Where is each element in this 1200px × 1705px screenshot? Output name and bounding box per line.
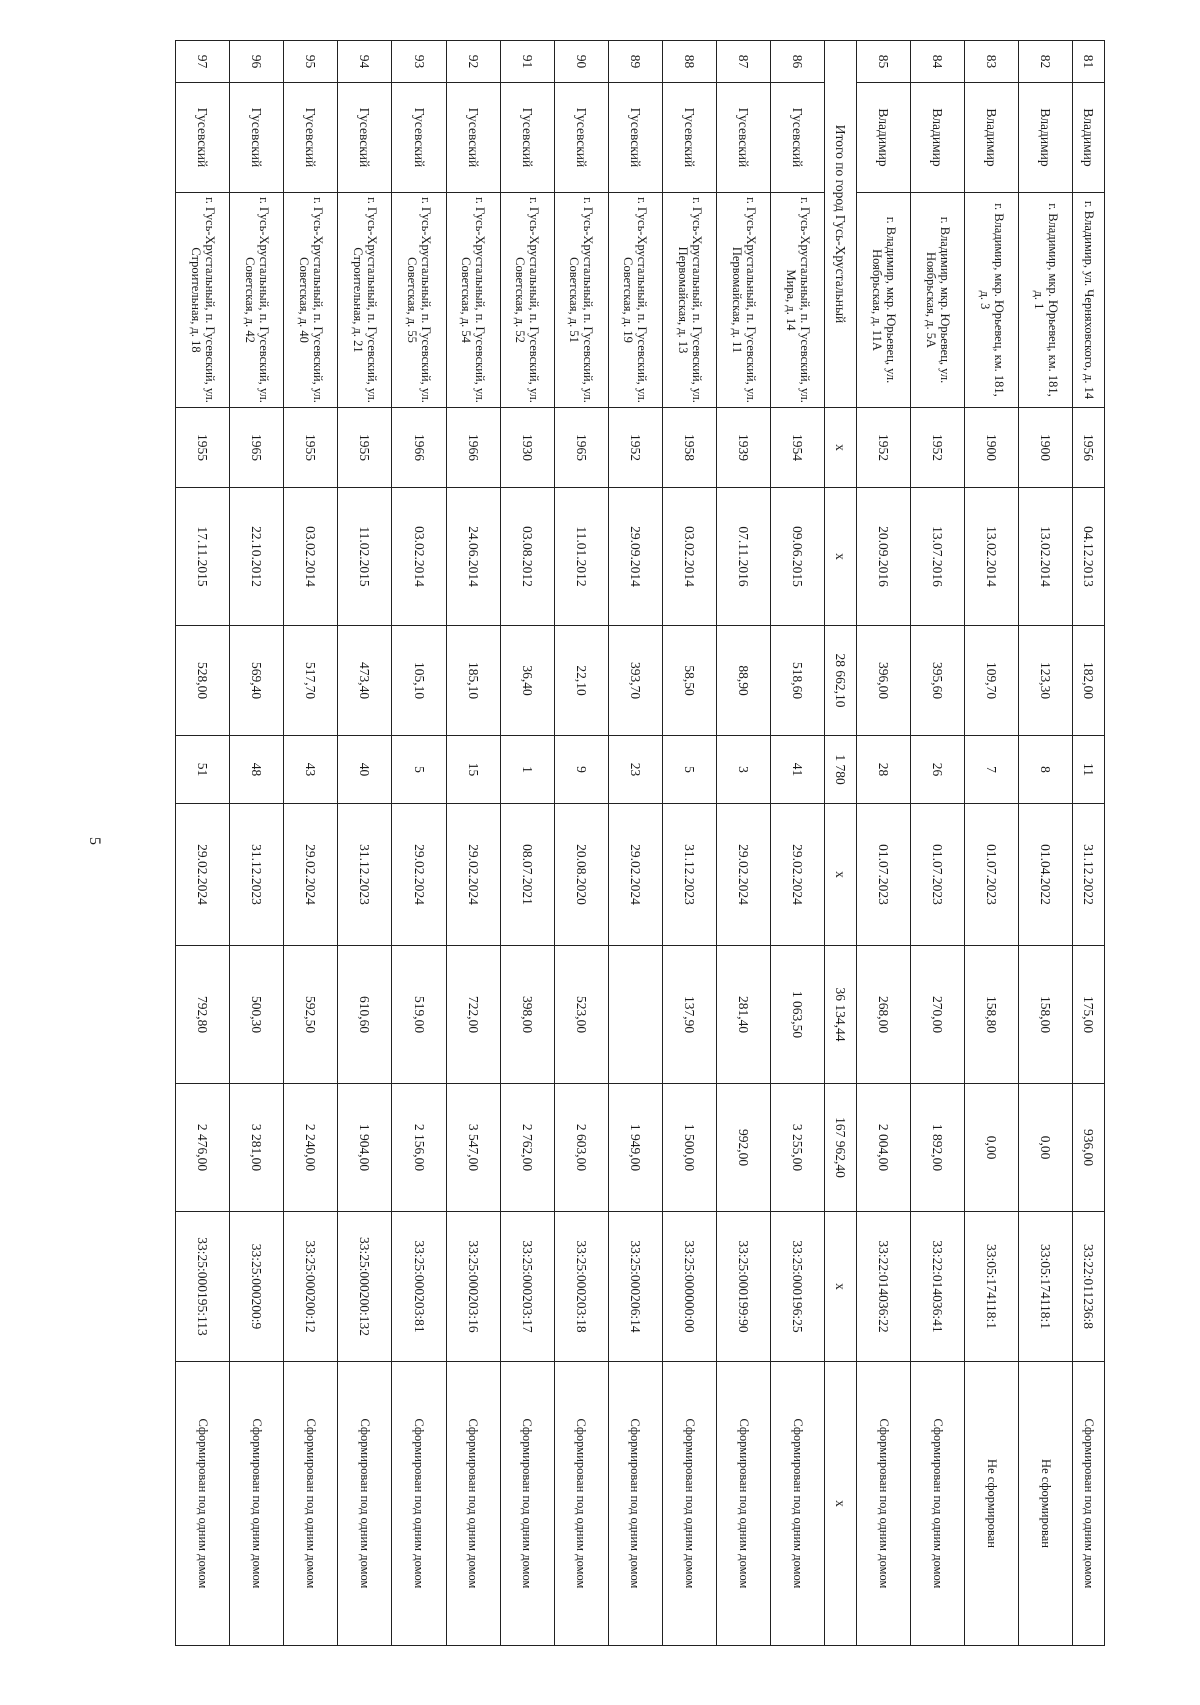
cell-area2: 610,60	[338, 946, 392, 1084]
table-row	[554, 41, 608, 1646]
cell-address: г. Гусь-Хрустальный, п. Гусевский, ул. Строительная, д. 18	[176, 193, 230, 408]
cell-area: 105,10	[392, 626, 446, 736]
cell-deadline: 01.04.2022	[1019, 804, 1073, 946]
cell-area2: 519,00	[392, 946, 446, 1084]
cell-date: 17.11.2015	[176, 488, 230, 626]
cell-year: 1955	[176, 408, 230, 488]
table-row	[230, 41, 284, 1646]
cell-area2: 158,80	[965, 946, 1019, 1084]
cell-status: Сформирован под одним домом	[230, 1362, 284, 1646]
cell-status: Сформирован под одним домом	[911, 1362, 965, 1646]
table-row	[856, 41, 910, 1646]
cell-count: 3	[717, 736, 771, 804]
cell-status: Не сформирован	[1019, 1362, 1073, 1646]
cell-status: Сформирован под одним домом	[338, 1362, 392, 1646]
cell-status: Сформирован под одним домом	[446, 1362, 500, 1646]
cell-area: 182,00	[1073, 626, 1105, 736]
cell-land: 1 949,00	[608, 1084, 662, 1212]
cell-deadline: 01.07.2023	[965, 804, 1019, 946]
cell-year: 1966	[392, 408, 446, 488]
cell-district: Владимир	[965, 83, 1019, 193]
cell-count: 11	[1073, 736, 1105, 804]
cell-deadline: 31.12.2023	[663, 804, 717, 946]
cell-area: 528,00	[176, 626, 230, 736]
cell-n: 85	[856, 41, 910, 83]
cell-district: Гусевский	[230, 83, 284, 193]
table-row	[911, 41, 965, 1646]
cell-address: г. Гусь-Хрустальный, п. Гусевский, ул. Строительная, д. 21	[338, 193, 392, 408]
cell-deadline: 20.08.2020	[554, 804, 608, 946]
cell-status: Сформирован под одним домом	[608, 1362, 662, 1646]
table-row	[717, 41, 771, 1646]
cell-address: г. Гусь-Хрустальный, п. Гусевский, ул. Советская, д. 52	[500, 193, 554, 408]
cell-deadline: 29.02.2024	[446, 804, 500, 946]
cell-status: Сформирован под одним домом	[1073, 1362, 1105, 1646]
cell-status: Сформирован под одним домом	[717, 1362, 771, 1646]
cell-cadastre: 33:25:000199:90	[717, 1212, 771, 1362]
cell-date: 03.08.2012	[500, 488, 554, 626]
cell-year: 1955	[338, 408, 392, 488]
table-row	[284, 41, 338, 1646]
cell-address: г. Гусь-Хрустальный, п. Гусевский, ул. Советская, д. 51	[554, 193, 608, 408]
cell-year: 1900	[965, 408, 1019, 488]
cell-district: Гусевский	[392, 83, 446, 193]
cell-area2: 500,30	[230, 946, 284, 1084]
cell-date: 03.02.2014	[392, 488, 446, 626]
cell-land: 2 004,00	[856, 1084, 910, 1212]
cell-area: 185,10	[446, 626, 500, 736]
cell-date: 24.06.2014	[446, 488, 500, 626]
cell-n: 95	[284, 41, 338, 83]
cell-date: 07.11.2016	[717, 488, 771, 626]
cell-area2: 523,00	[554, 946, 608, 1084]
cell-cadastre: 33:05:174118:1	[1019, 1212, 1073, 1362]
cell-area: 569,40	[230, 626, 284, 736]
table-row	[446, 41, 500, 1646]
cell-area2: 592,50	[284, 946, 338, 1084]
cell-count: 7	[965, 736, 1019, 804]
cell-n: 87	[717, 41, 771, 83]
total-label: Итого по город Гусь-Хрустальный	[825, 41, 857, 408]
cell-cadastre: 33:25:000200:12	[284, 1212, 338, 1362]
cell-deadline: 31.12.2022	[1073, 804, 1105, 946]
total-date: x	[825, 488, 857, 626]
cell-n: 91	[500, 41, 554, 83]
page-number: 5	[86, 837, 103, 845]
table-row	[1073, 41, 1105, 1646]
cell-area: 396,00	[856, 626, 910, 736]
cell-cadastre: 33:25:000200:9	[230, 1212, 284, 1362]
cell-district: Гусевский	[663, 83, 717, 193]
cell-deadline: 29.02.2024	[176, 804, 230, 946]
cell-year: 1955	[284, 408, 338, 488]
cell-area: 109,70	[965, 626, 1019, 736]
cell-district: Гусевский	[608, 83, 662, 193]
cell-address: г. Гусь-Хрустальный, п. Гусевский, ул. Мира, д. 14	[771, 193, 825, 408]
cell-district: Гусевский	[176, 83, 230, 193]
cell-year: 1965	[230, 408, 284, 488]
cell-cadastre: 33:25:000196:25	[771, 1212, 825, 1362]
table-row	[338, 41, 392, 1646]
cell-cadastre: 33:25:000206:14	[608, 1212, 662, 1362]
cell-n: 89	[608, 41, 662, 83]
total-cadastre: x	[825, 1212, 857, 1362]
cell-area: 123,30	[1019, 626, 1073, 736]
cell-cadastre: 33:22:014036:22	[856, 1212, 910, 1362]
cell-district: Гусевский	[771, 83, 825, 193]
cell-date: 13.02.2014	[965, 488, 1019, 626]
cell-count: 40	[338, 736, 392, 804]
cell-deadline: 08.07.2021	[500, 804, 554, 946]
cell-date: 04.12.2013	[1073, 488, 1105, 626]
cell-address: г. Гусь-Хрустальный, п. Гусевский, ул. Советская, д. 54	[446, 193, 500, 408]
cell-land: 0,00	[965, 1084, 1019, 1212]
cell-cadastre: 33:25:000203:17	[500, 1212, 554, 1362]
cell-cadastre: 33:25:000200:132	[338, 1212, 392, 1362]
cell-status: Сформирован под одним домом	[554, 1362, 608, 1646]
cell-date: 20.09.2016	[856, 488, 910, 626]
cell-address: г. Гусь-Хрустальный, п. Гусевский, ул. Советская, д. 19	[608, 193, 662, 408]
total-area: 28 662,10	[825, 626, 857, 736]
cell-date: 11.02.2015	[338, 488, 392, 626]
cell-land: 1 904,00	[338, 1084, 392, 1212]
cell-year: 1952	[608, 408, 662, 488]
cell-n: 81	[1073, 41, 1105, 83]
cell-deadline: 01.07.2023	[911, 804, 965, 946]
cell-year: 1958	[663, 408, 717, 488]
cell-status: Сформирован под одним домом	[771, 1362, 825, 1646]
cell-status: Сформирован под одним домом	[663, 1362, 717, 1646]
rotated-table-wrapper	[175, 40, 1105, 1645]
cell-deadline: 29.02.2024	[608, 804, 662, 946]
cell-count: 5	[392, 736, 446, 804]
table-row	[771, 41, 825, 1646]
cell-count: 8	[1019, 736, 1073, 804]
table-row	[663, 41, 717, 1646]
cell-area: 517,70	[284, 626, 338, 736]
cell-cadastre: 33:22:014036:41	[911, 1212, 965, 1362]
cell-date: 03.02.2014	[284, 488, 338, 626]
cell-cadastre: 33:25:000203:16	[446, 1212, 500, 1362]
total-status: x	[825, 1362, 857, 1646]
total-row	[825, 41, 857, 1646]
table-row	[965, 41, 1019, 1646]
cell-year: 1965	[554, 408, 608, 488]
cell-deadline: 29.02.2024	[284, 804, 338, 946]
cell-address: г. Гусь-Хрустальный, п. Гусевский, ул. Первомайская, д. 11	[717, 193, 771, 408]
total-deadline: x	[825, 804, 857, 946]
table-sheet	[175, 40, 1105, 1645]
cell-count: 15	[446, 736, 500, 804]
cell-deadline: 29.02.2024	[717, 804, 771, 946]
cell-district: Владимир	[911, 83, 965, 193]
cell-count: 26	[911, 736, 965, 804]
cell-area2: 1 063,50	[771, 946, 825, 1084]
cell-area2: 270,00	[911, 946, 965, 1084]
cell-address: г. Владимир, мкр. Юрьевец, ул. Ноябрьская, д. 5А	[911, 193, 965, 408]
cell-area: 473,40	[338, 626, 392, 736]
cell-address: г. Владимир, мкр. Юрьевец, км. 181, д. 3	[965, 193, 1019, 408]
cell-count: 28	[856, 736, 910, 804]
cell-count: 23	[608, 736, 662, 804]
cell-address: г. Гусь-Хрустальный, п. Гусевский, ул. Советская, д. 42	[230, 193, 284, 408]
cell-district: Гусевский	[338, 83, 392, 193]
cell-year: 1930	[500, 408, 554, 488]
cell-address: г. Гусь-Хрустальный, п. Гусевский, ул. Первомайская, д. 13	[663, 193, 717, 408]
cell-deadline: 31.12.2023	[338, 804, 392, 946]
cell-date: 13.02.2014	[1019, 488, 1073, 626]
cell-count: 48	[230, 736, 284, 804]
cell-area: 518,60	[771, 626, 825, 736]
cell-year: 1954	[771, 408, 825, 488]
cell-land: 3 255,00	[771, 1084, 825, 1212]
cell-address: г. Владимир, ул. Черняховского, д. 14	[1073, 193, 1105, 408]
cell-area: 22,10	[554, 626, 608, 736]
cell-address: г. Владимир, мкр. Юрьевец, км. 181, д. 1	[1019, 193, 1073, 408]
cell-n: 93	[392, 41, 446, 83]
cell-count: 41	[771, 736, 825, 804]
cell-date: 09.06.2015	[771, 488, 825, 626]
cell-date: 03.02.2014	[663, 488, 717, 626]
cell-count: 1	[500, 736, 554, 804]
cell-area2: 175,00	[1073, 946, 1105, 1084]
cell-date: 29.09.2014	[608, 488, 662, 626]
cell-status: Сформирован под одним домом	[176, 1362, 230, 1646]
cell-area2: 792,80	[176, 946, 230, 1084]
cell-year: 1939	[717, 408, 771, 488]
cell-land: 936,00	[1073, 1084, 1105, 1212]
cell-district: Гусевский	[500, 83, 554, 193]
cell-n: 94	[338, 41, 392, 83]
cell-deadline: 29.02.2024	[392, 804, 446, 946]
cell-year: 1900	[1019, 408, 1073, 488]
cell-area2: 281,40	[717, 946, 771, 1084]
cell-cadastre: 33:25:000000:00	[663, 1212, 717, 1362]
cell-cadastre: 33:25:000203:18	[554, 1212, 608, 1362]
cell-address: г. Гусь-Хрустальный, п. Гусевский, ул. Советская, д. 40	[284, 193, 338, 408]
cell-cadastre: 33:25:000203:81	[392, 1212, 446, 1362]
cell-cadastre: 33:05:174118:1	[965, 1212, 1019, 1362]
cell-date: 11.01.2012	[554, 488, 608, 626]
cell-district: Гусевский	[284, 83, 338, 193]
cell-district: Гусевский	[554, 83, 608, 193]
cell-year: 1966	[446, 408, 500, 488]
cell-district: Владимир	[1019, 83, 1073, 193]
cell-land: 1 500,00	[663, 1084, 717, 1212]
cell-count: 43	[284, 736, 338, 804]
total-year: x	[825, 408, 857, 488]
housing-table	[175, 40, 1105, 1646]
cell-n: 97	[176, 41, 230, 83]
cell-area2: 137,90	[663, 946, 717, 1084]
cell-year: 1952	[911, 408, 965, 488]
cell-cadastre: 33:22:011236:8	[1073, 1212, 1105, 1362]
cell-status: Сформирован под одним домом	[500, 1362, 554, 1646]
cell-land: 2 476,00	[176, 1084, 230, 1212]
cell-land: 0,00	[1019, 1084, 1073, 1212]
cell-land: 3 281,00	[230, 1084, 284, 1212]
cell-deadline: 31.12.2023	[230, 804, 284, 946]
cell-deadline: 01.07.2023	[856, 804, 910, 946]
cell-area2: 722,00	[446, 946, 500, 1084]
table-row	[176, 41, 230, 1646]
cell-status: Не сформирован	[965, 1362, 1019, 1646]
table-row	[392, 41, 446, 1646]
cell-area2	[608, 946, 662, 1084]
cell-date: 13.07.2016	[911, 488, 965, 626]
cell-land: 1 892,00	[911, 1084, 965, 1212]
cell-area: 58,50	[663, 626, 717, 736]
cell-district: Гусевский	[717, 83, 771, 193]
cell-year: 1952	[856, 408, 910, 488]
cell-land: 2 156,00	[392, 1084, 446, 1212]
cell-district: Владимир	[1073, 83, 1105, 193]
cell-address: г. Гусь-Хрустальный, п. Гусевский, ул. Советская, д. 55	[392, 193, 446, 408]
cell-status: Сформирован под одним домом	[856, 1362, 910, 1646]
table-row	[608, 41, 662, 1646]
cell-status: Сформирован под одним домом	[392, 1362, 446, 1646]
cell-n: 84	[911, 41, 965, 83]
cell-deadline: 29.02.2024	[771, 804, 825, 946]
cell-area: 393,70	[608, 626, 662, 736]
cell-status: Сформирован под одним домом	[284, 1362, 338, 1646]
cell-district: Гусевский	[446, 83, 500, 193]
cell-n: 83	[965, 41, 1019, 83]
cell-area2: 398,00	[500, 946, 554, 1084]
cell-n: 96	[230, 41, 284, 83]
cell-count: 5	[663, 736, 717, 804]
cell-area: 36,40	[500, 626, 554, 736]
cell-area2: 268,00	[856, 946, 910, 1084]
table-row	[1019, 41, 1073, 1646]
total-count: 1 780	[825, 736, 857, 804]
cell-address: г. Владимир, мкр. Юрьевец, ул. Ноябрьская, д. 11А	[856, 193, 910, 408]
cell-n: 92	[446, 41, 500, 83]
total-land: 167 962,40	[825, 1084, 857, 1212]
total-area2: 36 134,44	[825, 946, 857, 1084]
table-row	[500, 41, 554, 1646]
cell-n: 90	[554, 41, 608, 83]
cell-year: 1956	[1073, 408, 1105, 488]
cell-n: 86	[771, 41, 825, 83]
cell-area: 395,60	[911, 626, 965, 736]
cell-date: 22.10.2012	[230, 488, 284, 626]
cell-district: Владимир	[856, 83, 910, 193]
cell-area: 88,90	[717, 626, 771, 736]
cell-area2: 158,00	[1019, 946, 1073, 1084]
cell-n: 82	[1019, 41, 1073, 83]
cell-land: 2 240,00	[284, 1084, 338, 1212]
cell-cadastre: 33:25:000195:113	[176, 1212, 230, 1362]
cell-land: 992,00	[717, 1084, 771, 1212]
cell-count: 51	[176, 736, 230, 804]
cell-count: 9	[554, 736, 608, 804]
cell-n: 88	[663, 41, 717, 83]
cell-land: 2 762,00	[500, 1084, 554, 1212]
cell-land: 2 603,00	[554, 1084, 608, 1212]
cell-land: 3 547,00	[446, 1084, 500, 1212]
